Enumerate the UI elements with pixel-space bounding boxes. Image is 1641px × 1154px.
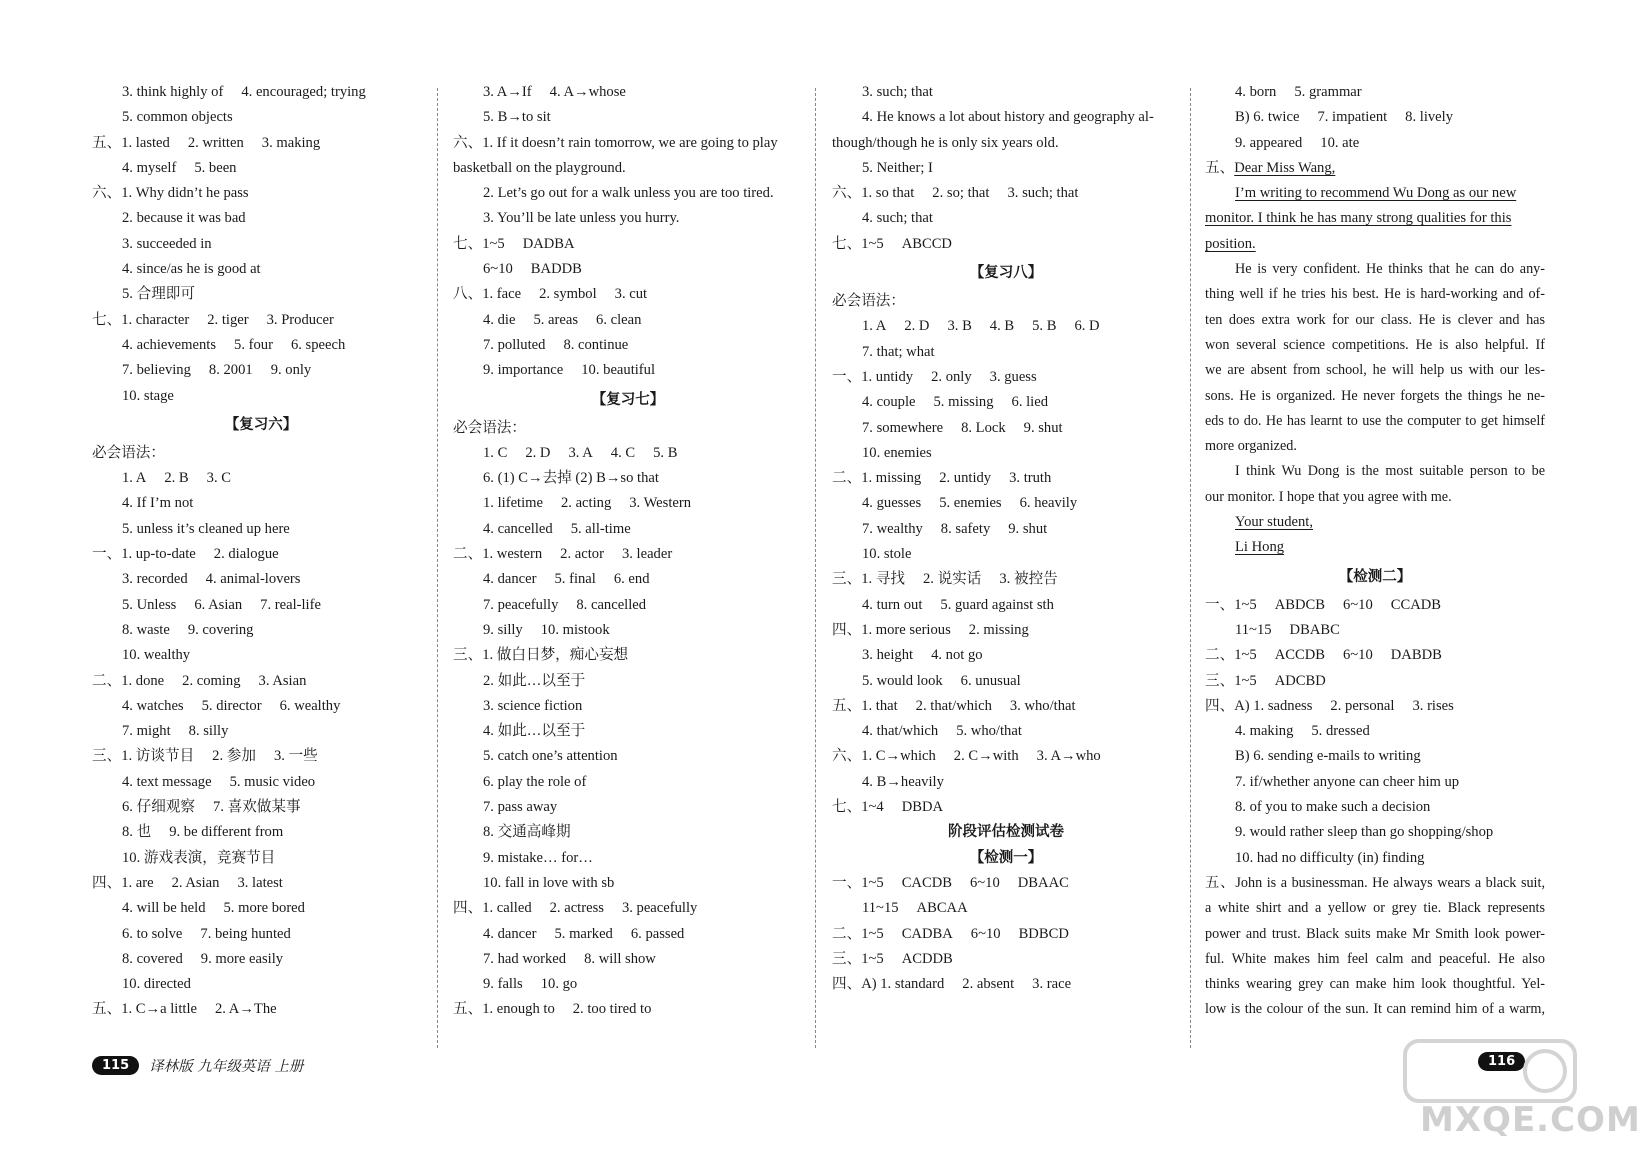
answer-line: 二、1~5 ACCDB 6~10 DABDB <box>1205 647 1442 664</box>
answer-line: 二、1~5 CADBA 6~10 BDBCD <box>832 925 1069 942</box>
answer-line: 4. He knows a lot about history and geography al- <box>862 109 1154 126</box>
book-title: 译林版 九年级英语 上册 <box>149 1058 304 1075</box>
answer-line: 必会语法： <box>453 419 526 436</box>
answer-line: 五、1. C→a little 2. A→The <box>92 1001 277 1018</box>
answer-line: Your student, <box>1235 514 1313 531</box>
answer-line: He is very confident. He thinks that he can do any- <box>1235 261 1545 278</box>
column-divider <box>437 88 438 1048</box>
answer-line: 6. play the role of <box>483 773 587 790</box>
answer-line: 1. lifetime 2. acting 3. Western <box>483 495 692 512</box>
answer-line: Li Hong <box>1235 539 1285 556</box>
answer-line: 4. dancer 5. marked 6. passed <box>483 925 685 942</box>
column-1 <box>92 80 430 1050</box>
answer-line: 10. stole <box>862 546 912 563</box>
answer-line: 必会语法： <box>92 444 165 461</box>
answer-line: 5. catch one’s attention <box>483 748 618 765</box>
answer-line: a white shirt and a yellow or grey tie. Black represents <box>1205 900 1545 917</box>
answer-line: 四、1. more serious 2. missing <box>832 621 1029 638</box>
answer-line: 5. Neither; I <box>862 159 933 176</box>
answer-line: 7. peacefully 8. cancelled <box>483 596 647 613</box>
answer-line: position. <box>1205 235 1256 252</box>
answer-line: 6. to solve 7. being hunted <box>122 925 291 942</box>
answer-line: 3. succeeded in <box>122 235 212 252</box>
section-heading: 【检测一】 <box>969 849 1043 866</box>
watermark-text: MXQE.COM <box>1420 1100 1641 1140</box>
answer-line: 4. watches 5. director 6. wealthy <box>122 697 341 714</box>
answer-line: 三、1. 访谈节目 2. 参加 3. 一些 <box>92 748 318 765</box>
answer-line: 4. die 5. areas 6. clean <box>483 311 642 328</box>
answer-line: 4. couple 5. missing 6. lied <box>862 394 1048 411</box>
answer-line: 4. achievements 5. four 6. speech <box>122 336 346 353</box>
answer-line: 10. directed <box>122 976 191 993</box>
answer-line: 一、1. up-to-date 2. dialogue <box>92 546 279 563</box>
answer-line: 2. Let’s go out for a walk unless you are too tired. <box>483 185 774 202</box>
answer-line: thing well if he tries his best. He is hard-working and of- <box>1205 286 1545 303</box>
answer-line: 三、1~5 ACDDB <box>832 950 953 967</box>
answer-line: won several science competitions. He is also helpful. If <box>1205 336 1545 353</box>
answer-line: 8. waste 9. covering <box>122 621 254 638</box>
answer-line: 7. polluted 8. continue <box>483 336 629 353</box>
answer-line: 10. 游戏表演，竞赛节目 <box>122 849 276 866</box>
answer-line: 5. B→to sit <box>483 109 551 126</box>
answer-line: 4. making 5. dressed <box>1235 723 1370 740</box>
answer-line: 1. A 2. B 3. C <box>122 470 231 487</box>
answer-line: 5. 合理即可 <box>122 286 195 303</box>
answer-line: 3. think highly of 4. encouraged; trying <box>122 84 366 100</box>
answer-line: 10. fall in love with sb <box>483 874 615 891</box>
section-heading: 【复习八】 <box>969 265 1043 282</box>
column-3 <box>832 80 1180 1050</box>
answer-line: 10. had no difficulty (in) finding <box>1235 849 1425 866</box>
answer-line: 5. would look 6. unusual <box>862 672 1021 689</box>
answer-line: ful. White makes him feel calm and peaceful. He also <box>1205 950 1545 967</box>
answer-line: 7. might 8. silly <box>122 723 229 740</box>
page-number-left: 115 <box>92 1056 139 1075</box>
answer-line: 2. 如此…以至于 <box>483 672 586 689</box>
answer-line: 四、1. called 2. actress 3. peacefully <box>453 900 698 917</box>
answer-line: 7. had worked 8. will show <box>483 950 656 967</box>
answer-line: 3. recorded 4. animal-lovers <box>122 571 301 588</box>
answer-line: 9. importance 10. beautiful <box>483 362 656 379</box>
answer-line: I think Wu Dong is the most suitable person to be <box>1235 463 1545 480</box>
answer-line: 4. will be held 5. more bored <box>122 900 305 917</box>
answer-line: 七、1~4 DBDA <box>832 799 944 816</box>
answer-line: 6~10 BADDB <box>483 261 582 278</box>
answer-line: 7. somewhere 8. Lock 9. shut <box>862 419 1063 436</box>
answer-line: ten does extra work for our class. He is clever and has <box>1205 311 1545 328</box>
answer-line: 一、1~5 ABDCB 6~10 CCADB <box>1205 596 1442 613</box>
answer-line: 三、1. 寻找 2. 说实话 3. 被控告 <box>832 571 1058 588</box>
answer-line: 六、1. so that 2. so; that 3. such; that <box>832 185 1079 202</box>
answer-line: 5. common objects <box>122 109 233 126</box>
answer-line: 4. born 5. grammar <box>1235 84 1362 100</box>
answer-line: power and trust. Black suits make Mr Smith look power- <box>1205 925 1545 942</box>
answer-line: 8. 也 9. be different from <box>122 824 284 841</box>
answer-line: 八、1. face 2. symbol 3. cut <box>453 286 648 303</box>
answer-line: more organized. <box>1205 438 1297 455</box>
column-4 <box>1205 80 1545 1050</box>
answer-line: 六、1. C→which 2. C→with 3. A→who <box>832 748 1101 765</box>
answer-line: 6. (1) C→去掉 (2) B→so that <box>483 470 659 487</box>
answer-line: 七、1~5 DADBA <box>453 235 575 252</box>
answer-line: 4. dancer 5. final 6. end <box>483 571 650 588</box>
answer-line: 三、1~5 ADCBD <box>1205 672 1326 689</box>
answer-line: 10. enemies <box>862 444 932 461</box>
answer-line: 4. that/which 5. who/that <box>862 723 1022 740</box>
answer-line: 7. that; what <box>862 343 935 360</box>
answer-line: 一、1. untidy 2. only 3. guess <box>832 368 1037 385</box>
page-footer <box>92 1052 303 1078</box>
answer-line: 必会语法： <box>832 293 905 310</box>
answer-line: 9. mistake… for… <box>483 849 593 866</box>
answer-line: 11~15 ABCAA <box>862 900 968 917</box>
answer-line: 五、1. lasted 2. written 3. making <box>92 134 321 151</box>
answer-line: 六、1. Why didn’t he pass <box>92 185 249 202</box>
answer-line: 二、1. done 2. coming 3. Asian <box>92 672 307 689</box>
answer-line: 7. believing 8. 2001 9. only <box>122 362 312 379</box>
answer-line: 四、1. are 2. Asian 3. latest <box>92 874 283 891</box>
section-heading: 阶段评估检测试卷 <box>948 824 1064 841</box>
answer-line: 9. appeared 10. ate <box>1235 134 1360 151</box>
answer-line: 三、1. 做白日梦，痴心妄想 <box>453 647 629 664</box>
answer-line: 4. If I’m not <box>122 495 194 512</box>
answer-line: monitor. I think he has many strong qualities for this <box>1205 210 1512 227</box>
answer-line: 9. silly 10. mistook <box>483 621 610 638</box>
answer-line: 七、1~5 ABCCD <box>832 235 952 252</box>
answer-line: 9. would rather sleep than go shopping/shop <box>1235 824 1494 841</box>
answer-line: 五、Dear Miss Wang, <box>1205 159 1336 176</box>
answer-line: 4. 如此…以至于 <box>483 723 586 740</box>
answer-line: 4. text message 5. music video <box>122 773 316 790</box>
answer-line: 8. of you to make such a decision <box>1235 799 1431 816</box>
page-number-right: 116 <box>1478 1052 1525 1071</box>
answer-line: 4. such; that <box>862 210 933 227</box>
answer-line: 2. because it was bad <box>122 210 246 227</box>
answer-line: B) 6. sending e-mails to writing <box>1235 748 1421 765</box>
answer-line: our monitor. I hope that you agree with me. <box>1205 488 1452 505</box>
answer-line: 1. A 2. D 3. B 4. B 5. B 6. D <box>862 318 1100 335</box>
answer-line: 11~15 DBABC <box>1235 621 1340 638</box>
answer-line: 二、1. missing 2. untidy 3. truth <box>832 470 1052 487</box>
answer-line: 5. Unless 6. Asian 7. real-life <box>122 596 321 613</box>
answer-line: basketball on the playground. <box>453 159 626 176</box>
section-heading: 【检测二】 <box>1338 568 1412 585</box>
answer-line: 4. since/as he is good at <box>122 261 261 278</box>
answer-line: 10. stage <box>122 387 174 404</box>
answer-line: 4. guesses 5. enemies 6. heavily <box>862 495 1078 512</box>
column-divider <box>1190 88 1191 1048</box>
answer-line: 8. covered 9. more easily <box>122 950 284 967</box>
section-heading: 【复习七】 <box>591 391 665 408</box>
answer-line: 10. wealthy <box>122 647 191 664</box>
section-heading: 【复习六】 <box>224 416 298 433</box>
answer-line: 四、A) 1. standard 2. absent 3. race <box>832 976 1072 993</box>
answer-line: 4. B→heavily <box>862 773 944 790</box>
answer-line: eds to do. He has learnt to use the computer to get himself <box>1205 412 1545 429</box>
answer-line: 1. C 2. D 3. A 4. C 5. B <box>483 444 678 461</box>
answer-line: 七、1. character 2. tiger 3. Producer <box>92 311 334 328</box>
answer-line: B) 6. twice 7. impatient 8. lively <box>1235 109 1454 126</box>
answer-line: 五、1. enough to 2. too tired to <box>453 1001 652 1018</box>
answer-line: 4. myself 5. been <box>122 159 237 176</box>
answer-line: 3. height 4. not go <box>862 647 983 664</box>
answer-line: 五、John is a businessman. He always wears a black suit, <box>1205 874 1545 891</box>
answer-line: 五、1. that 2. that/which 3. who/that <box>832 697 1076 714</box>
answer-line: low is the colour of the sun. It can remind him of a warm, <box>1205 1001 1545 1018</box>
answer-line: 3. A→If 4. A→whose <box>483 84 626 100</box>
answer-line: 7. wealthy 8. safety 9. shut <box>862 520 1048 537</box>
answer-line: 7. if/whether anyone can cheer him up <box>1235 773 1460 790</box>
answer-line: I’m writing to recommend Wu Dong as our new <box>1235 185 1517 202</box>
answer-line: sons. He is organized. He never forgets the things he ne- <box>1205 387 1545 404</box>
answer-line: 3. science fiction <box>483 697 583 714</box>
answer-line: 8. 交通高峰期 <box>483 824 571 841</box>
answer-line: 7. pass away <box>483 799 558 816</box>
column-2 <box>453 80 803 1050</box>
answer-line: thinks wearing grey can make him look thoughtful. Yel- <box>1205 976 1545 993</box>
answer-line: we are absent from school, he will help us with our les- <box>1205 362 1545 379</box>
column-divider <box>815 88 816 1048</box>
answer-line: 3. You’ll be late unless you hurry. <box>483 210 680 227</box>
answer-line: 六、1. If it doesn’t rain tomorrow, we are going to play <box>453 134 778 151</box>
answer-line: 4. cancelled 5. all-time <box>483 520 631 537</box>
answer-line: 6. 仔细观察 7. 喜欢做某事 <box>122 799 301 816</box>
answer-line: 5. unless it’s cleaned up here <box>122 520 290 537</box>
answer-line: 4. turn out 5. guard against sth <box>862 596 1054 613</box>
answer-line: though/though he is only six years old. <box>832 134 1059 151</box>
answer-line: 9. falls 10. go <box>483 976 578 993</box>
answer-line: 3. such; that <box>862 84 933 100</box>
answer-line: 四、A) 1. sadness 2. personal 3. rises <box>1205 697 1454 714</box>
answer-line: 一、1~5 CACDB 6~10 DBAAC <box>832 874 1069 891</box>
answer-line: 二、1. western 2. actor 3. leader <box>453 546 673 563</box>
